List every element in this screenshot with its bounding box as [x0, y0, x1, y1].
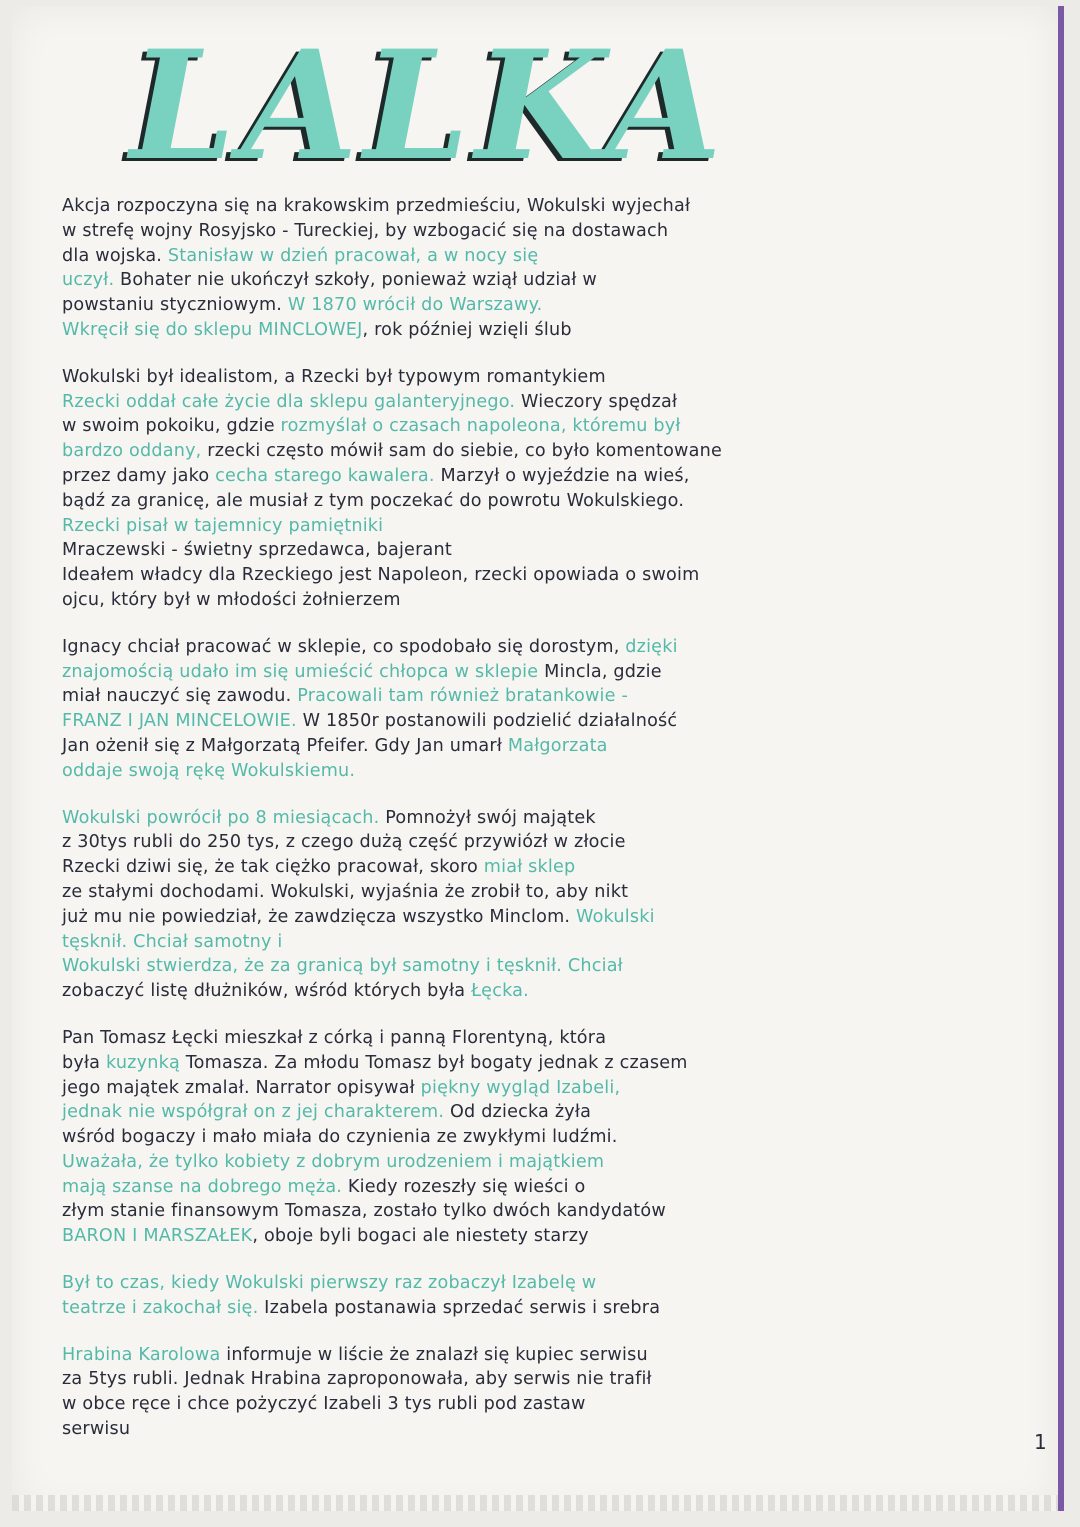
highlighted-text: cecha starego kawalera.: [215, 465, 435, 486]
title-block: [130, 18, 728, 194]
text-line: [62, 1343, 1022, 1368]
text-segment: ze stałymi dochodami. Wokulski, wyjaśnia że zrobił to, aby nikt: [62, 881, 629, 902]
paragraph: [62, 806, 1022, 1004]
paragraph-gap: [62, 1249, 1022, 1271]
highlighted-text: Stanisław w dzień pracował, a w nocy się: [167, 245, 539, 266]
text-line: [62, 734, 1022, 759]
text-line: [62, 1076, 1022, 1101]
highlighted-text: mają szanse na dobrego męża.: [62, 1176, 343, 1197]
text-segment: Wieczory spędzał: [515, 391, 678, 412]
highlighted-text: piękny wygląd Izabeli,: [420, 1077, 621, 1098]
text-line: [62, 1175, 1022, 1200]
highlighted-text: bardzo oddany,: [62, 441, 202, 462]
highlighted-text: jednak nie współgrał on z jej charakterem.: [62, 1102, 445, 1123]
text-segment: Mraczewski - świetny sprzedawca, bajerant: [62, 540, 452, 561]
text-segment: złym stanie finansowym Tomasza, zostało tylko dwóch kandydatów: [62, 1201, 666, 1222]
text-line: [62, 880, 1022, 905]
text-segment: Rzecki dziwi się, że tak ciężko pracował, skoro: [62, 857, 484, 878]
paragraph-gap: [62, 343, 1022, 365]
highlighted-text: oddaje swoją rękę Wokulskiemu.: [62, 760, 356, 781]
highlighted-text: Wokulski stwierdza, że za granicą był samotny i tęsknił. Chciał: [62, 956, 623, 977]
text-line: [62, 293, 1022, 318]
highlighted-text: miał sklep: [483, 857, 576, 878]
paragraph-gap: [62, 784, 1022, 806]
text-line: [62, 1026, 1022, 1051]
text-segment: Pomnożył swój majątek: [379, 807, 596, 828]
text-segment: Wokulski był idealistom, a Rzecki był typowym romantykiem: [62, 366, 606, 387]
text-segment: bądź za granicę, ale musiał z tym poczekać do powrotu Wokulskiego.: [62, 490, 685, 511]
text-segment: przez damy jako: [62, 465, 216, 486]
text-line: [62, 806, 1022, 831]
text-segment: Pan Tomasz Łęcki mieszkał z córką i panną Florentyną, która: [62, 1027, 607, 1048]
highlighted-text: Wokulski powrócił po 8 miesiącach.: [62, 807, 380, 828]
text-segment: W 1850r postanowili podzielić działalność: [296, 711, 678, 732]
highlighted-text: Rzecki oddał całe życie dla sklepu galanteryjnego.: [62, 391, 516, 412]
text-line: [62, 759, 1022, 784]
text-segment: Izabela postanawia sprzedać serwis i srebra: [258, 1297, 661, 1318]
highlighted-text: Wokulski: [576, 906, 655, 927]
text-line: [62, 1296, 1022, 1321]
text-segment: Marzył o wyjeździe na wieś,: [434, 465, 690, 486]
text-segment: Od dziecka żyła: [444, 1102, 592, 1123]
text-segment: jego majątek zmalał. Narrator opisywał: [62, 1077, 421, 1098]
paragraph-gap: [62, 613, 1022, 635]
text-line: [62, 318, 1022, 343]
text-segment: ojcu, który był w młodości żołnierzem: [62, 589, 401, 610]
text-line: [62, 414, 1022, 439]
page-title: LALKA: [130, 18, 728, 194]
text-line: [62, 268, 1022, 293]
text-line: [62, 1100, 1022, 1125]
text-segment: Ignacy chciał pracować w sklepie, co spodobało się dorostym,: [62, 636, 626, 657]
text-segment: w swoim pokoiku, gdzie: [62, 416, 281, 437]
text-line: [62, 588, 1022, 613]
text-line: [62, 194, 1022, 219]
highlighted-text: Rzecki pisał w tajemnicy pamiętniki: [62, 515, 384, 536]
text-line: [62, 1417, 1022, 1442]
paragraph-gap: [62, 1004, 1022, 1026]
notes-body: [62, 194, 1022, 1442]
paragraph: [62, 1343, 1022, 1442]
text-line: [62, 514, 1022, 539]
paragraph-gap: [62, 1321, 1022, 1343]
text-line: [62, 489, 1022, 514]
text-segment: miał nauczyć się zawodu.: [62, 686, 298, 707]
text-line: [62, 635, 1022, 660]
highlighted-text: BARON I MARSZAŁEK: [62, 1226, 253, 1247]
text-line: [62, 979, 1022, 1004]
text-line: [62, 1224, 1022, 1249]
highlighted-text: Wkręcił się do sklepu MINCLOWEJ: [62, 319, 363, 340]
text-segment: Ideałem władcy dla Rzeckiego jest Napoleon, rzecki opowiada o swoim: [62, 565, 700, 586]
text-segment: Tomasza. Za młodu Tomasz był bogaty jednak z czasem: [179, 1052, 688, 1073]
highlighted-text: Małgorzata: [507, 735, 608, 756]
text-line: [62, 954, 1022, 979]
text-segment: Jan ożenił się z Małgorzatą Pfeifer. Gdy Jan umarł: [62, 735, 508, 756]
text-line: [62, 709, 1022, 734]
text-line: [62, 1367, 1022, 1392]
highlighted-text: Był to czas, kiedy Wokulski pierwszy raz zobaczył Izabelę w: [62, 1273, 597, 1294]
highlighted-text: FRANZ I JAN MINCELOWIE.: [62, 711, 297, 732]
text-line: [62, 563, 1022, 588]
highlighted-text: Łęcka.: [471, 981, 529, 1002]
text-segment: , rok później wzięli ślub: [362, 319, 572, 340]
text-segment: dla wojska.: [62, 245, 168, 266]
text-segment: wśród bogaczy i mało miała do czynienia ze zwykłymi ludźmi.: [62, 1127, 618, 1148]
text-segment: już mu nie powiedział, że zawdzięcza wszystko Minclom.: [62, 906, 577, 927]
text-segment: zobaczyć listę dłużników, wśród których była: [62, 981, 472, 1002]
highlighted-text: dzięki: [625, 636, 678, 657]
text-line: [62, 1125, 1022, 1150]
text-line: [62, 905, 1022, 930]
text-segment: za 5tys rubli. Jednak Hrabina zaproponowała, aby serwis nie trafił: [62, 1369, 652, 1390]
paragraph: [62, 194, 1022, 343]
text-line: [62, 1051, 1022, 1076]
paragraph: [62, 1026, 1022, 1249]
highlighted-text: samotny i: [188, 931, 283, 952]
paragraph: [62, 1271, 1022, 1321]
paragraph: [62, 365, 1022, 613]
text-line: [62, 684, 1022, 709]
highlighted-text: kuzynką: [105, 1052, 180, 1073]
text-line: [62, 219, 1022, 244]
text-line: [62, 830, 1022, 855]
text-segment: w obce ręce i chce pożyczyć Izabeli 3 tys rubli pod zastaw: [62, 1394, 586, 1415]
text-line: [62, 1392, 1022, 1417]
page-number: 1: [1034, 1430, 1047, 1454]
text-segment: rzecki często mówił sam do siebie, co było komentowane: [201, 441, 722, 462]
text-line: [62, 365, 1022, 390]
highlighted-text: Hrabina Karolowa: [62, 1344, 221, 1365]
sheet-protector-edge: [12, 1495, 1058, 1511]
text-segment: serwisu: [62, 1419, 131, 1440]
text-segment: Bohater nie ukończył szkoły, ponieważ wziął udział w: [114, 270, 597, 291]
text-segment: w strefę wojny Rosyjsko - Tureckiej, by wzbogacić się na dostawach: [62, 220, 669, 241]
text-segment: z 30tys rubli do 250 tys, z czego dużą część przywiózł w złocie: [62, 832, 626, 853]
text-line: [62, 930, 1022, 955]
text-line: [62, 660, 1022, 685]
highlighted-text: W 1870 wrócił do Warszawy.: [287, 295, 543, 316]
highlighted-text: rozmyślał o czasach napoleona, któremu był: [280, 416, 681, 437]
text-line: [62, 538, 1022, 563]
highlighted-text: uczył.: [62, 270, 115, 291]
text-line: [62, 439, 1022, 464]
text-line: [62, 1150, 1022, 1175]
text-line: [62, 1271, 1022, 1296]
text-segment: Akcja rozpoczyna się na krakowskim przedmieściu, Wokulski wyjechał: [62, 196, 691, 216]
paragraph: [62, 635, 1022, 784]
text-segment: Kiedy rozeszły się wieści o: [342, 1176, 586, 1197]
text-segment: , oboje byli bogaci ale niestety starzy: [252, 1226, 589, 1247]
text-segment: powstaniu styczniowym.: [62, 295, 288, 316]
highlighted-text: Pracowali tam również bratankowie -: [297, 686, 628, 707]
notebook-page: [12, 6, 1064, 1511]
highlighted-text: teatrze i zakochał się.: [62, 1297, 259, 1318]
text-segment: była: [62, 1052, 106, 1073]
highlighted-text: znajomością udało im się umieścić chłopca w sklepie: [62, 661, 539, 682]
text-segment: informuje w liście że znalazł się kupiec serwisu: [220, 1344, 648, 1365]
text-line: [62, 855, 1022, 880]
text-segment: Mincla, gdzie: [538, 661, 662, 682]
highlighted-text: Uważała, że tylko kobiety z dobrym urodzeniem i majątkiem: [62, 1151, 605, 1172]
text-line: [62, 1199, 1022, 1224]
text-line: [62, 244, 1022, 269]
text-line: [62, 390, 1022, 415]
highlighted-text: tęsknił. Chciał: [62, 931, 189, 952]
text-line: [62, 464, 1022, 489]
